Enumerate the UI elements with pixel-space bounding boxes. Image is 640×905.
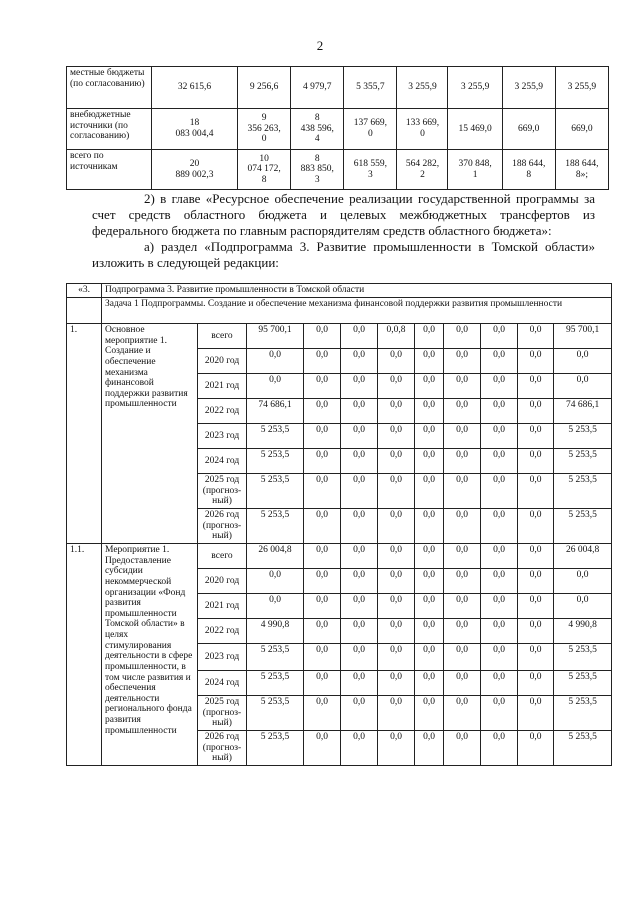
cell-value: 5 253,5 [554,474,612,509]
paragraph-razdel: а) раздел «Подпрограмма 3. Развитие промышленности в Томской области» изложить в следующей редакции: [92,239,595,270]
cell-value: 618 559, 3 [344,150,397,190]
item-label: Основное мероприятие 1. Создание и обеспечение механизма финансовой поддержки развития промышленности [102,324,198,544]
cell-value: 0,0 [378,731,415,766]
cell-value: 3 255,9 [555,67,608,109]
cell-value: 0,0 [304,544,341,569]
cell-value: 5 253,5 [554,731,612,766]
item-label: Мероприятие 1. Предоставление субсидии некоммерческой организации «Фонд развития промышленности Томской области» в целях стимулирования деятельности в сфере промышленности, в том числе развития и обеспечения деятельности регионального фонда развития промышленности [102,544,198,766]
cell-value: 32 615,6 [152,67,238,109]
cell-value: 0,0 [518,671,554,696]
table-row [67,284,612,298]
cell-value: 5 253,5 [554,696,612,731]
year-cell: всего [198,544,247,569]
year-cell: 2022 год [198,619,247,644]
cell-value: 0,0 [415,671,444,696]
cell-value: 0,0 [247,594,304,619]
cell-value: 0,0 [518,619,554,644]
cell-value: 0,0 [341,424,378,449]
cell-value: 0,0 [481,671,518,696]
cell-value: 0,0 [481,399,518,424]
cell-value: 0,0 [415,619,444,644]
cell-value: 9 256,6 [238,67,291,109]
cell-value: 0,0 [554,349,612,374]
cell-value: 0,0 [341,324,378,349]
cell-value: 0,0 [378,594,415,619]
cell-value: 0,0 [304,399,341,424]
cell-value: 5 253,5 [554,671,612,696]
cell-value: 0,0 [341,671,378,696]
cell-value: 5 253,5 [247,424,304,449]
cell-value: 0,0 [518,544,554,569]
cell-value: 0,0 [444,399,481,424]
cell-value: 0,0 [378,374,415,399]
cell-value: 5 253,5 [247,449,304,474]
cell-value: 3 255,9 [397,67,448,109]
cell-value: 9 356 263, 0 [238,109,291,150]
year-cell: 2025 год (прогноз- ный) [198,474,247,509]
cell-value: 0,0 [481,569,518,594]
cell-value: 0,0 [304,449,341,474]
cell-value: 0,0 [304,474,341,509]
cell-value: 26 004,8 [554,544,612,569]
cell-value: 0,0 [247,569,304,594]
year-cell: 2024 год [198,671,247,696]
task-title: Задача 1 Подпрограммы. Создание и обеспечение механизма финансовой поддержки развития промышленности [102,298,612,324]
cell-value: 0,0 [444,644,481,671]
cell-value: 0,0 [341,569,378,594]
cell-value: 0,0 [518,594,554,619]
top-funding-table [66,66,609,190]
cell-value: 0,0 [415,474,444,509]
cell-value: 5 253,5 [247,671,304,696]
cell-value: 0,0 [341,374,378,399]
cell-value: 0,0 [378,544,415,569]
cell-value: 0,0 [444,731,481,766]
cell-value: 5 253,5 [554,644,612,671]
cell-value: 0,0 [378,671,415,696]
cell-value: 0,0 [378,349,415,374]
cell-value: 669,0 [555,109,608,150]
cell-value: 0,0 [378,424,415,449]
cell-value: 0,0 [518,424,554,449]
year-cell: 2020 год [198,569,247,594]
year-cell: 2025 год (прогноз- ный) [198,696,247,731]
item-number: 1.1. [67,544,102,766]
cell-value: 0,0 [554,569,612,594]
cell-value: 0,0 [481,619,518,644]
cell-value: 0,0 [378,569,415,594]
cell-value: 0,0 [415,594,444,619]
cell-value: 0,0 [341,544,378,569]
cell-value: 0,0 [304,324,341,349]
cell-value: 0,0 [444,544,481,569]
cell-value: 0,0 [518,374,554,399]
cell-value: 0,0 [444,569,481,594]
cell-value: 0,0 [554,374,612,399]
cell-value: 0,0 [341,594,378,619]
cell-value: 0,0 [518,449,554,474]
cell-value: 0,0 [378,696,415,731]
cell-value: 5 355,7 [344,67,397,109]
cell-value: 137 669, 0 [344,109,397,150]
cell-value: 10 074 172, 8 [238,150,291,190]
row-number: «3. [67,284,102,298]
table-row [67,298,612,324]
paragraph-glava: 2) в главе «Ресурсное обеспечение реализации государственной программы за счет средств областного бюджета и целевых межбюджетных трансфертов из федерального бюджета по главным распорядителям средств областного бюджета»: [92,191,595,238]
cell-value: 0,0 [304,731,341,766]
row-label: внебюджетные источники (по согласованию) [67,109,152,150]
cell-value: 0,0 [341,474,378,509]
year-cell: 2021 год [198,374,247,399]
cell-value: 5 253,5 [247,509,304,544]
year-cell: 2023 год [198,644,247,671]
cell-value: 0,0 [444,424,481,449]
cell-value: 74 686,1 [247,399,304,424]
year-cell: 2023 год [198,424,247,449]
cell-value: 669,0 [502,109,555,150]
cell-value: 0,0 [444,324,481,349]
cell-value: 5 253,5 [554,509,612,544]
cell-value: 5 253,5 [247,696,304,731]
cell-value: 0,0 [304,424,341,449]
cell-value: 0,0 [415,374,444,399]
cell-value: 5 253,5 [247,731,304,766]
cell-value: 0,0 [481,474,518,509]
cell-value: 0,0 [444,696,481,731]
cell-value: 0,0 [518,696,554,731]
year-cell: 2022 год [198,399,247,424]
cell-value: 0,0 [304,644,341,671]
year-cell: 2026 год (прогноз- ный) [198,509,247,544]
cell-value: 0,0 [415,424,444,449]
cell-value: 0,0 [415,569,444,594]
cell-value: 0,0 [304,696,341,731]
cell-value: 0,0 [481,349,518,374]
cell-value: 370 848, 1 [448,150,502,190]
cell-value: 0,0 [444,349,481,374]
cell-value: 0,0 [304,594,341,619]
cell-value: 0,0 [378,619,415,644]
cell-value: 4 990,8 [554,619,612,644]
cell-value: 0,0,8 [378,324,415,349]
cell-value: 0,0 [415,696,444,731]
cell-value: 0,0 [341,449,378,474]
cell-value: 0,0 [341,349,378,374]
cell-value: 188 644, 8 [502,150,555,190]
cell-value: 0,0 [481,594,518,619]
cell-value: 18 083 004,4 [152,109,238,150]
cell-value: 0,0 [518,644,554,671]
cell-value: 5 253,5 [247,644,304,671]
cell-value: 0,0 [481,449,518,474]
cell-value: 0,0 [518,474,554,509]
cell-value: 3 255,9 [448,67,502,109]
cell-value: 0,0 [378,644,415,671]
cell-value: 0,0 [304,509,341,544]
cell-value: 0,0 [341,619,378,644]
cell-value: 95 700,1 [247,324,304,349]
cell-value: 0,0 [304,349,341,374]
cell-value: 0,0 [444,594,481,619]
item-number: 1. [67,324,102,544]
table-row [67,324,612,349]
cell-value: 0,0 [378,474,415,509]
year-cell: 2020 год [198,349,247,374]
cell-value: 0,0 [518,509,554,544]
cell-value: 0,0 [481,374,518,399]
subprogram-3-table [66,283,612,766]
cell-value: 0,0 [481,509,518,544]
cell-value: 0,0 [304,569,341,594]
cell-value: 0,0 [247,349,304,374]
cell-value: 0,0 [518,324,554,349]
year-cell: 2024 год [198,449,247,474]
cell-value: 0,0 [481,544,518,569]
cell-value: 0,0 [518,399,554,424]
table-row [67,109,609,150]
cell-value: 0,0 [444,509,481,544]
cell-value: 0,0 [378,399,415,424]
cell-value: 4 979,7 [291,67,344,109]
cell-value: 0,0 [444,619,481,644]
cell-value: 0,0 [481,696,518,731]
cell-value: 188 644, 8»; [555,150,608,190]
cell-value: 0,0 [304,619,341,644]
cell-value: 564 282, 2 [397,150,448,190]
cell-value: 0,0 [378,509,415,544]
cell-value: 26 004,8 [247,544,304,569]
cell-value: 0,0 [378,449,415,474]
cell-value: 3 255,9 [502,67,555,109]
cell-value: 0,0 [518,569,554,594]
cell-value: 0,0 [304,374,341,399]
cell-value: 0,0 [518,349,554,374]
cell-value: 4 990,8 [247,619,304,644]
cell-value: 0,0 [444,474,481,509]
cell-value: 0,0 [415,399,444,424]
cell-value: 0,0 [444,374,481,399]
cell-value: 0,0 [304,671,341,696]
row-label: местные бюджеты (по согласованию) [67,67,152,109]
cell-value: 0,0 [481,644,518,671]
cell-value: 0,0 [518,731,554,766]
table-row [67,67,609,109]
cell-value: 0,0 [415,509,444,544]
cell-value: 5 253,5 [247,474,304,509]
cell-value: 20 889 002,3 [152,150,238,190]
row-label: всего по источникам [67,150,152,190]
cell-value: 0,0 [444,449,481,474]
cell-value: 0,0 [481,424,518,449]
cell-value: 8 883 850, 3 [291,150,344,190]
page-number: 2 [316,38,324,53]
cell-value: 0,0 [415,324,444,349]
year-cell: всего [198,324,247,349]
cell-value: 0,0 [415,644,444,671]
year-cell: 2026 год (прогноз- ный) [198,731,247,766]
cell-value: 0,0 [341,696,378,731]
cell-value: 0,0 [481,324,518,349]
cell-value: 5 253,5 [554,449,612,474]
table-row [67,150,609,190]
cell-value: 8 438 596, 4 [291,109,344,150]
cell-value: 15 469,0 [448,109,502,150]
table-row [67,544,612,569]
cell-value: 95 700,1 [554,324,612,349]
cell-value: 0,0 [247,374,304,399]
cell-value: 0,0 [341,644,378,671]
cell-value: 0,0 [415,449,444,474]
cell-value: 0,0 [554,594,612,619]
cell-value: 0,0 [341,731,378,766]
cell-value: 74 686,1 [554,399,612,424]
cell-value: 0,0 [444,671,481,696]
cell-value: 0,0 [481,731,518,766]
cell-value: 133 669, 0 [397,109,448,150]
cell-value: 0,0 [341,399,378,424]
cell-value: 5 253,5 [554,424,612,449]
cell-value: 0,0 [341,509,378,544]
cell-value: 0,0 [415,544,444,569]
cell-value: 0,0 [415,349,444,374]
year-cell: 2021 год [198,594,247,619]
cell-value: 0,0 [415,731,444,766]
subprogram-title: Подпрограмма 3. Развитие промышленности в Томской области [102,284,612,298]
